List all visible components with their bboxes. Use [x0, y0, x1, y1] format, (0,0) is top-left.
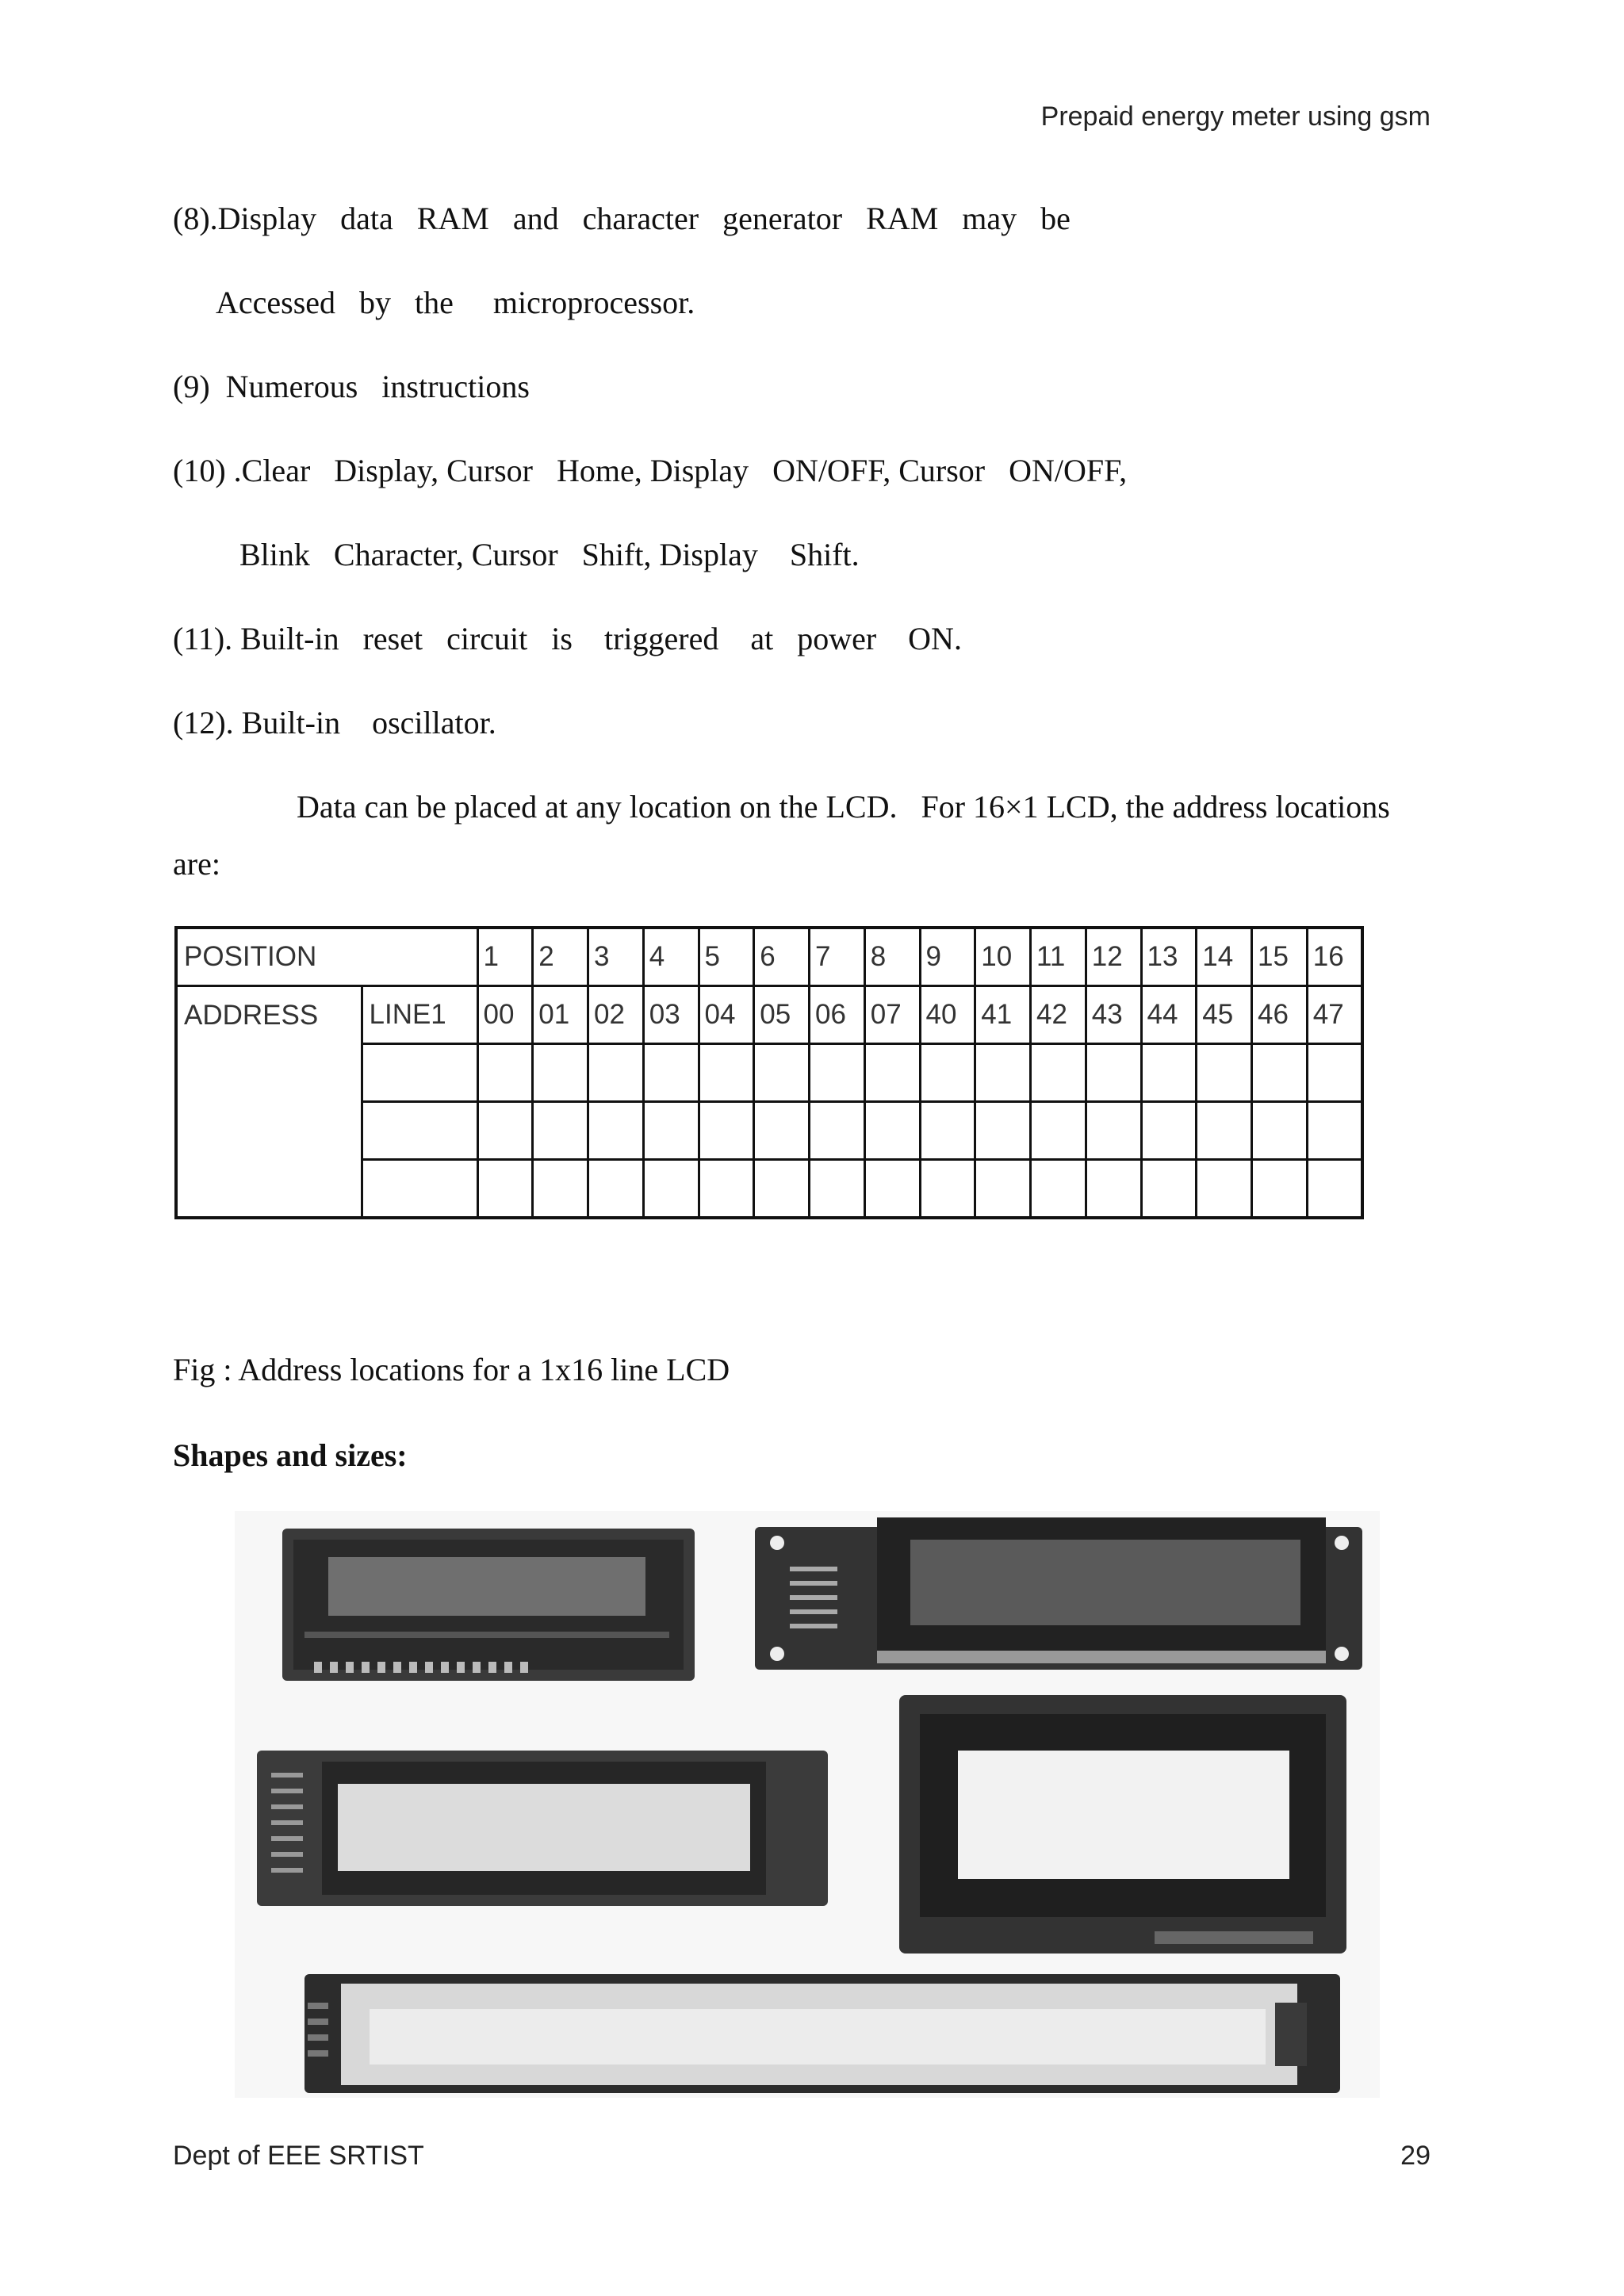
empty-cell — [588, 1102, 644, 1160]
empty-cell — [920, 1044, 975, 1102]
empty-cell — [533, 1102, 588, 1160]
empty-cell — [1031, 1102, 1086, 1160]
empty-cell — [1252, 1102, 1308, 1160]
empty-cell — [362, 1044, 477, 1102]
lcd-module — [282, 1529, 695, 1681]
empty-cell — [810, 1044, 865, 1102]
empty-cell — [1197, 1160, 1252, 1219]
position-label: POSITION — [176, 928, 477, 986]
address-table — [174, 926, 1364, 1219]
address-cell: 04 — [699, 986, 754, 1044]
position-cell: 3 — [588, 928, 644, 986]
empty-cell — [1307, 1160, 1362, 1219]
empty-cell — [1141, 1160, 1197, 1219]
address-cell: 07 — [864, 986, 920, 1044]
empty-cell — [975, 1102, 1031, 1160]
empty-cell — [533, 1044, 588, 1102]
address-cell: 41 — [975, 986, 1031, 1044]
lcd-module — [755, 1517, 1362, 1670]
empty-cell — [643, 1044, 699, 1102]
position-cell: 13 — [1141, 928, 1197, 986]
address-cell: 46 — [1252, 986, 1308, 1044]
address-cell: 40 — [920, 986, 975, 1044]
footer-department: Dept of EEE SRTIST — [173, 2141, 424, 2171]
section-heading: Shapes and sizes: — [173, 1437, 408, 1473]
page-number: 29 — [1400, 2141, 1431, 2171]
item-12: (12). Built-in oscillator. — [173, 705, 496, 740]
item-10-line-1: (10) .Clear Display, Cursor Home, Display ON/OFF, Cursor ON/OFF, — [173, 453, 1128, 488]
running-header: Prepaid energy meter using gsm — [1040, 101, 1431, 132]
position-cell: 7 — [810, 928, 865, 986]
empty-cell — [920, 1160, 975, 1219]
empty-cell — [1086, 1102, 1141, 1160]
empty-cell — [643, 1160, 699, 1219]
item-9: (9) Numerous instructions — [173, 369, 530, 404]
empty-cell — [1307, 1102, 1362, 1160]
empty-cell — [864, 1044, 920, 1102]
empty-cell — [864, 1102, 920, 1160]
lcd-module — [899, 1695, 1346, 1954]
position-cell: 11 — [1031, 928, 1086, 986]
position-cell: 12 — [1086, 928, 1141, 986]
empty-cell — [1031, 1044, 1086, 1102]
empty-cell — [362, 1160, 477, 1219]
empty-cell — [754, 1160, 810, 1219]
lcd-module — [304, 1974, 1340, 2093]
position-cell: 9 — [920, 928, 975, 986]
item-10-line-2: Blink Character, Cursor Shift, Display Shift. — [239, 537, 860, 572]
empty-cell — [588, 1044, 644, 1102]
empty-cell — [1141, 1102, 1197, 1160]
position-cell: 4 — [643, 928, 699, 986]
position-row — [176, 928, 1362, 986]
position-cell: 2 — [533, 928, 588, 986]
line-label: LINE1 — [362, 986, 477, 1044]
address-cell: 47 — [1307, 986, 1362, 1044]
item-11: (11). Built-in reset circuit is triggered at power ON. — [173, 621, 962, 656]
lcd-module — [257, 1751, 828, 1906]
empty-cell — [754, 1044, 810, 1102]
address-cell: 44 — [1141, 986, 1197, 1044]
address-cell: 42 — [1031, 986, 1086, 1044]
address-cell: 43 — [1086, 986, 1141, 1044]
empty-cell — [1252, 1160, 1308, 1219]
empty-cell — [1197, 1044, 1252, 1102]
empty-cell — [810, 1160, 865, 1219]
empty-cell — [1197, 1102, 1252, 1160]
paragraph-line-2: are: — [173, 846, 220, 882]
address-row — [176, 986, 1362, 1044]
position-cell: 6 — [754, 928, 810, 986]
empty-cell — [1031, 1160, 1086, 1219]
position-cell: 15 — [1252, 928, 1308, 986]
address-cell: 03 — [643, 986, 699, 1044]
address-label: ADDRESS — [176, 986, 362, 1219]
empty-cell — [699, 1102, 754, 1160]
empty-cell — [864, 1160, 920, 1219]
empty-cell — [975, 1160, 1031, 1219]
empty-cell — [1307, 1044, 1362, 1102]
empty-cell — [477, 1102, 533, 1160]
address-cell: 05 — [754, 986, 810, 1044]
empty-cell — [533, 1160, 588, 1219]
empty-cell — [1252, 1044, 1308, 1102]
empty-cell — [699, 1160, 754, 1219]
empty-cell — [477, 1160, 533, 1219]
empty-cell — [1141, 1044, 1197, 1102]
empty-cell — [1086, 1160, 1141, 1219]
address-cell: 02 — [588, 986, 644, 1044]
empty-cell — [1086, 1044, 1141, 1102]
item-8-line-1: (8).Display data RAM and character generator RAM may be — [173, 201, 1071, 236]
position-cell: 14 — [1197, 928, 1252, 986]
position-cell: 5 — [699, 928, 754, 986]
item-8-line-2: Accessed by the microprocessor. — [216, 285, 695, 320]
paragraph-line-1: Data can be placed at any location on the LCD. For 16×1 LCD, the address locations — [297, 789, 1390, 825]
address-cell: 45 — [1197, 986, 1252, 1044]
empty-cell — [754, 1102, 810, 1160]
empty-cell — [975, 1044, 1031, 1102]
empty-cell — [699, 1044, 754, 1102]
empty-cell — [810, 1102, 865, 1160]
address-cell: 06 — [810, 986, 865, 1044]
lcd-modules-photo — [235, 1511, 1380, 2098]
position-cell: 8 — [864, 928, 920, 986]
position-cell: 10 — [975, 928, 1031, 986]
address-cell: 01 — [533, 986, 588, 1044]
position-cell: 16 — [1307, 928, 1362, 986]
empty-cell — [643, 1102, 699, 1160]
empty-cell — [362, 1102, 477, 1160]
position-cell: 1 — [477, 928, 533, 986]
empty-cell — [477, 1044, 533, 1102]
figure-caption: Fig : Address locations for a 1x16 line LCD — [173, 1352, 730, 1387]
empty-cell — [920, 1102, 975, 1160]
empty-cell — [588, 1160, 644, 1219]
address-cell: 00 — [477, 986, 533, 1044]
